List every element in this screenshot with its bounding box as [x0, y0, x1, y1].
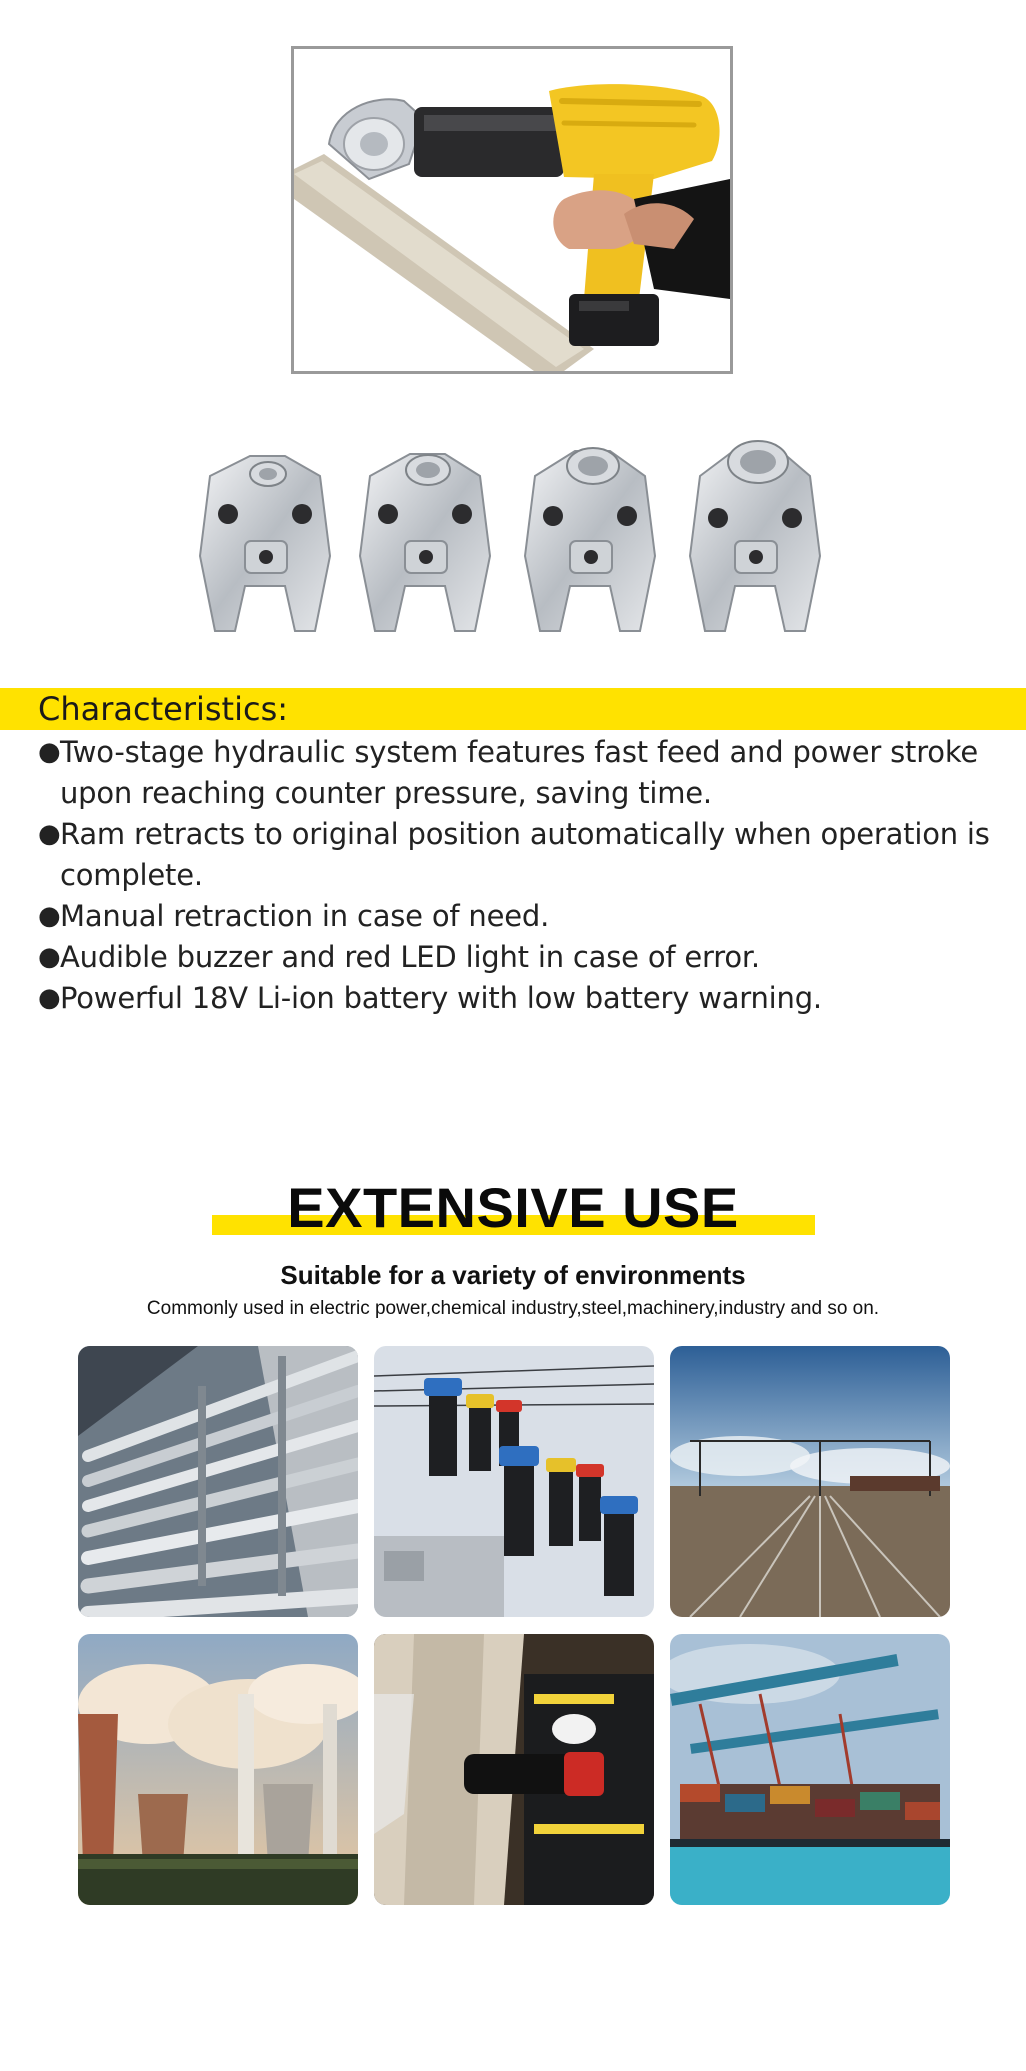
extensive-use-title: EXTENSIVE USE	[287, 1176, 739, 1239]
bullet-icon: ●	[38, 942, 61, 972]
container-port-photo	[670, 1634, 950, 1905]
characteristic-item	[38, 937, 1008, 978]
characteristic-text: Manual retraction in case of need.	[60, 899, 550, 933]
characteristic-item	[38, 896, 1008, 937]
hero-product-photo	[291, 46, 733, 374]
extensive-use-description: Commonly used in electric power,chemical industry,steel,machinery,industry and so on.	[146, 1298, 880, 1319]
power-plant-photo	[78, 1634, 358, 1905]
characteristic-item	[38, 732, 1008, 814]
characteristic-text: Ram retracts to original position automatically when operation is complete.	[60, 817, 990, 892]
press-jaw-3	[515, 436, 665, 636]
press-jaw-2	[350, 436, 500, 636]
bullet-icon: ●	[38, 983, 61, 1013]
extensive-use-subtitle: Suitable for a variety of environments	[280, 1260, 746, 1290]
insulators-photo	[374, 1346, 654, 1617]
bullet-icon: ●	[38, 819, 61, 849]
rescue-photo	[374, 1634, 654, 1905]
press-jaw-4	[680, 436, 830, 636]
pipes-photo	[78, 1346, 358, 1617]
press-jaw-set	[190, 436, 840, 636]
characteristic-item	[38, 814, 1008, 896]
characteristic-text: Audible buzzer and red LED light in case of error.	[60, 940, 760, 974]
characteristic-text: Powerful 18V Li-ion battery with low battery warning.	[60, 981, 822, 1015]
characteristic-item	[38, 978, 1008, 1019]
press-jaw-1	[190, 436, 340, 636]
application-photo-grid	[78, 1346, 950, 1906]
characteristic-text: Two-stage hydraulic system features fast feed and power stroke upon reaching counter pressure, saving time.	[60, 735, 979, 810]
bullet-icon: ●	[38, 901, 61, 931]
characteristics-title: Characteristics:	[38, 690, 289, 728]
characteristics-list	[38, 732, 1008, 1019]
bullet-icon: ●	[38, 737, 61, 767]
railway-photo	[670, 1346, 950, 1617]
